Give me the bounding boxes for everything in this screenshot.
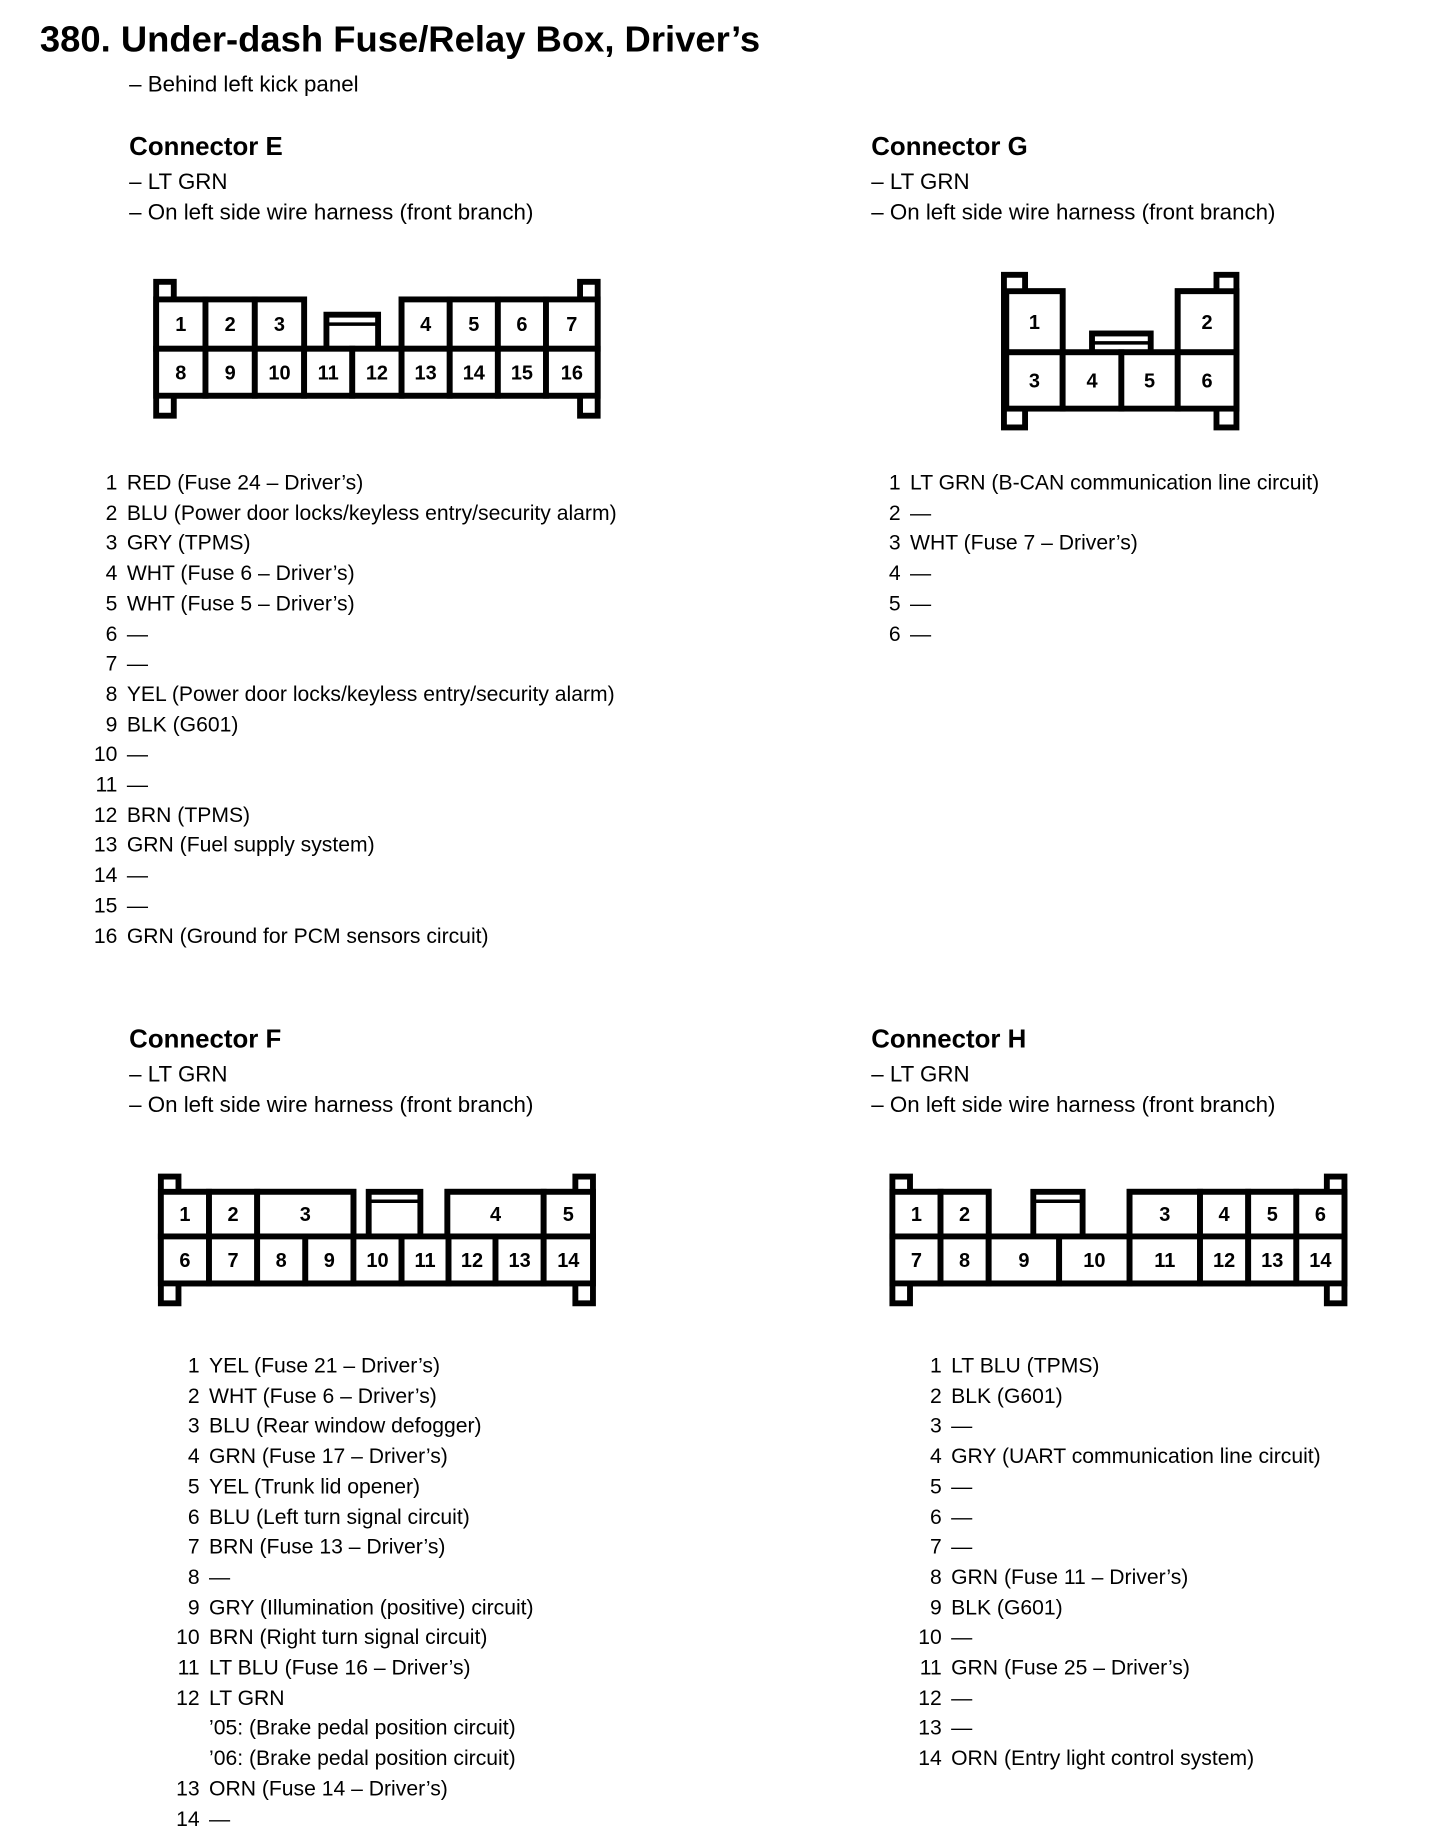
pin-number: 4 [888,561,901,585]
pin-cavity-label: 5 [468,314,480,337]
pin-description: — [209,1565,231,1589]
pin-number: 1 [105,470,118,495]
pin-description: GRN (Fuse 17 – Driver’s) [209,1444,448,1468]
pin-description: RED (Fuse 24 – Driver’s) [126,470,364,495]
pin-description: GRN (Ground for PCM sensors circuit) [126,923,489,948]
pin-cavity-label: 1 [910,1204,923,1227]
pin-description: — [951,1625,973,1649]
pin-description: BLU (Left turn signal circuit) [209,1504,470,1529]
pin-description: — [951,1716,973,1740]
pin-number: 9 [929,1595,942,1619]
connector-h-diagram [892,1177,1344,1304]
pin-number: 10 [93,742,118,766]
pin-description: — [126,893,148,917]
connector-h-color: – LT GRN [871,1062,970,1088]
pin-cavity-label: 7 [910,1249,923,1272]
pin-cavity-label: 8 [959,1249,971,1272]
pin-cavity-label: 6 [1201,370,1213,393]
pin-cavity-label: 13 [414,362,437,385]
pin-number: 7 [187,1534,200,1559]
pin-description: WHT (Fuse 6 – Driver’s) [209,1384,437,1408]
pin-number: 1 [929,1353,942,1378]
pin-cavity-label: 11 [317,362,339,385]
pin-number: 4 [929,1444,942,1468]
pin-number: 14 [93,863,118,887]
pin-cavity-label: 4 [1086,370,1098,393]
pin-number: 14 [176,1806,200,1831]
pin-number: 10 [176,1625,200,1649]
pin-description: — [910,501,932,525]
pin-number: 12 [93,802,118,827]
pin-cavity-label: 7 [227,1249,239,1272]
pin-description: — [126,742,148,766]
pin-cavity-label: 12 [1213,1249,1236,1272]
pin-number: 2 [888,501,901,525]
connector-e-diagram [156,282,597,416]
pin-cavity-label: 6 [516,314,528,337]
pin-number: 1 [187,1353,200,1378]
locking-tab [369,1192,421,1237]
pin-cavity-label: 14 [1309,1249,1332,1272]
pin-number: 9 [187,1595,200,1619]
pin-cavity-label: 8 [175,362,187,385]
pin-number: 3 [187,1414,200,1438]
pin-sub-description: ’06: (Brake pedal position circuit) [209,1746,516,1770]
pin-description: GRN (Fuse 11 – Driver’s) [951,1565,1189,1589]
pin-number: 2 [187,1384,200,1408]
connector-g-color: – LT GRN [871,170,970,195]
connector-g-title: Connector G [871,131,1028,161]
pin-number: 11 [95,772,118,797]
pin-number: 6 [187,1504,200,1529]
pin-number: 10 [918,1625,942,1649]
pin-number: 8 [105,682,118,706]
pin-cavity-label: 13 [508,1249,531,1272]
pin-number: 1 [888,470,901,495]
connector-f-location: – On left side wire harness (front branch) [129,1093,534,1118]
pin-description: YEL (Fuse 21 – Driver’s) [209,1353,441,1378]
connector-e-color: – LT GRN [129,170,228,195]
pin-description: WHT (Fuse 5 – Driver’s) [126,591,355,616]
box-location: – Behind left kick panel [129,72,359,98]
pin-cavity-label: 10 [1083,1249,1106,1272]
pin-cavity-label: 9 [1018,1249,1030,1272]
pin-description: — [126,863,148,887]
pin-description: — [951,1414,973,1438]
pin-description: BRN (Right turn signal circuit) [209,1625,488,1649]
pin-description: ORN (Fuse 14 – Driver’s) [209,1776,448,1800]
pin-cavity-label: 3 [1028,370,1041,393]
pin-number: 7 [105,651,118,676]
pin-number: 14 [918,1746,942,1770]
pin-number: 4 [187,1444,200,1468]
pin-description: — [951,1474,973,1499]
pin-number: 13 [93,833,118,857]
pin-description: YEL (Trunk lid opener) [209,1474,421,1499]
pin-description: WHT (Fuse 6 – Driver’s) [126,561,355,585]
pin-number: 11 [177,1655,200,1680]
pin-cavity-label: 10 [366,1249,389,1272]
connector-e-title: Connector E [129,131,283,161]
pin-cavity-label: 2 [227,1204,239,1227]
locking-tab [1033,1192,1082,1237]
pin-cavity-label: 3 [299,1204,311,1227]
pin-description: BLU (Rear window defogger) [209,1414,482,1438]
pin-cavity-label: 3 [1159,1204,1171,1227]
pin-cavity-label: 12 [460,1249,484,1272]
pin-description: BLK (G601) [951,1595,1063,1619]
pin-cavity-label: 2 [959,1204,971,1227]
pin-cavity-label: 1 [179,1204,191,1227]
connector-h-title: Connector H [871,1023,1027,1054]
connector-h-location: – On left side wire harness (front branch) [871,1093,1276,1118]
pin-number: 6 [929,1504,942,1529]
pin-description: — [910,621,932,646]
pin-number: 5 [187,1474,200,1499]
pin-cavity-label: 9 [323,1249,335,1272]
pin-cavity-label: 14 [557,1249,580,1272]
pin-cavity-label: 11 [1154,1249,1176,1272]
pin-number: 13 [918,1716,942,1740]
pin-cavity-label: 12 [365,362,389,385]
pin-cavity-label: 11 [414,1249,436,1272]
pin-description: ORN (Entry light control system) [951,1746,1255,1770]
pin-cavity-label: 9 [224,362,236,385]
pin-number: 11 [919,1655,942,1680]
pin-description: LT GRN (B-CAN communication line circuit) [910,470,1320,495]
pin-number: 8 [929,1565,942,1589]
pin-description: — [951,1534,973,1559]
pin-description: GRN (Fuel supply system) [126,833,375,857]
pin-number: 9 [105,712,118,736]
pin-number: 12 [176,1685,200,1710]
pin-number: 13 [176,1776,200,1800]
pin-cavity-label: 1 [1028,311,1041,334]
connector-e-location: – On left side wire harness (front branch) [129,200,534,226]
pin-number: 16 [93,923,118,948]
pin-cavity-label: 4 [1218,1204,1230,1227]
pin-description: WHT (Fuse 7 – Driver’s) [910,531,1138,555]
pin-cavity-label: 5 [1266,1204,1278,1227]
pin-description: — [910,561,932,585]
pin-cavity-label: 2 [224,314,236,337]
pin-number: 3 [929,1414,942,1438]
pin-number: 2 [929,1384,942,1408]
pin-cavity-label: 7 [566,314,578,337]
pin-cavity-label: 1 [175,314,187,337]
pin-number: 3 [888,531,901,555]
connector-g-location: – On left side wire harness (front branch) [871,200,1276,226]
connector-f-title: Connector F [129,1023,282,1054]
locking-tab [326,315,378,349]
pin-number: 8 [187,1565,200,1589]
pin-cavity-label: 14 [462,362,485,385]
pin-description: BLU (Power door locks/keyless entry/security alarm) [126,501,617,525]
pin-cavity-label: 8 [275,1249,287,1272]
connector-f-diagram [161,1177,593,1304]
pin-description: LT BLU (TPMS) [951,1353,1100,1378]
pin-cavity-label: 13 [1261,1249,1284,1272]
pin-description: GRY (UART communication line circuit) [951,1444,1321,1468]
pin-number: 6 [105,621,118,646]
pin-description: — [951,1685,973,1710]
pin-description: — [126,651,148,676]
pin-description: — [951,1504,973,1529]
pin-description: — [126,621,148,646]
page-title: 380. Under-dash Fuse/Relay Box, Driver’s [39,18,761,60]
pin-cavity-label: 3 [273,314,286,337]
pin-description: BLK (G601) [951,1384,1063,1408]
pin-cavity-label: 5 [562,1204,574,1227]
connector-g-diagram [1004,275,1236,428]
pin-cavity-label: 4 [420,314,432,337]
pin-description: — [126,772,148,797]
pin-cavity-label: 5 [1143,370,1156,393]
pin-sub-description: ’05: (Brake pedal position circuit) [209,1716,516,1740]
pin-description: GRY (Illumination (positive) circuit) [209,1595,534,1619]
pin-description: BRN (Fuse 13 – Driver’s) [209,1534,446,1559]
pin-description: BRN (TPMS) [126,802,251,827]
pin-number: 3 [105,531,118,555]
pin-description: LT BLU (Fuse 16 – Driver’s) [209,1655,471,1680]
pin-cavity-label: 16 [560,362,583,385]
pin-number: 4 [105,561,118,585]
pin-number: 12 [918,1685,942,1710]
connector-f-color: – LT GRN [129,1062,228,1088]
pin-description: GRN (Fuse 25 – Driver’s) [951,1655,1190,1680]
pin-cavity-label: 6 [179,1249,191,1272]
pin-cavity-label: 15 [510,362,534,385]
pin-cavity-label: 4 [489,1204,502,1227]
pin-number: 2 [105,501,118,525]
pin-description: GRY (TPMS) [126,531,251,555]
pin-cavity-label: 6 [1314,1204,1326,1227]
pin-number: 7 [929,1534,942,1559]
pin-number: 6 [888,621,901,646]
pin-number: 15 [93,893,118,917]
pin-number: 5 [888,591,901,616]
pin-number: 5 [929,1474,942,1499]
pin-cavity-label: 2 [1201,311,1213,334]
pin-description: YEL (Power door locks/keyless entry/security alarm) [126,682,615,706]
pin-description: BLK (G601) [126,712,239,736]
pin-description: — [209,1806,231,1831]
pin-description: LT GRN [209,1685,285,1710]
pin-description: — [910,591,932,616]
pin-cavity-label: 10 [268,362,291,385]
pin-number: 5 [105,591,118,616]
